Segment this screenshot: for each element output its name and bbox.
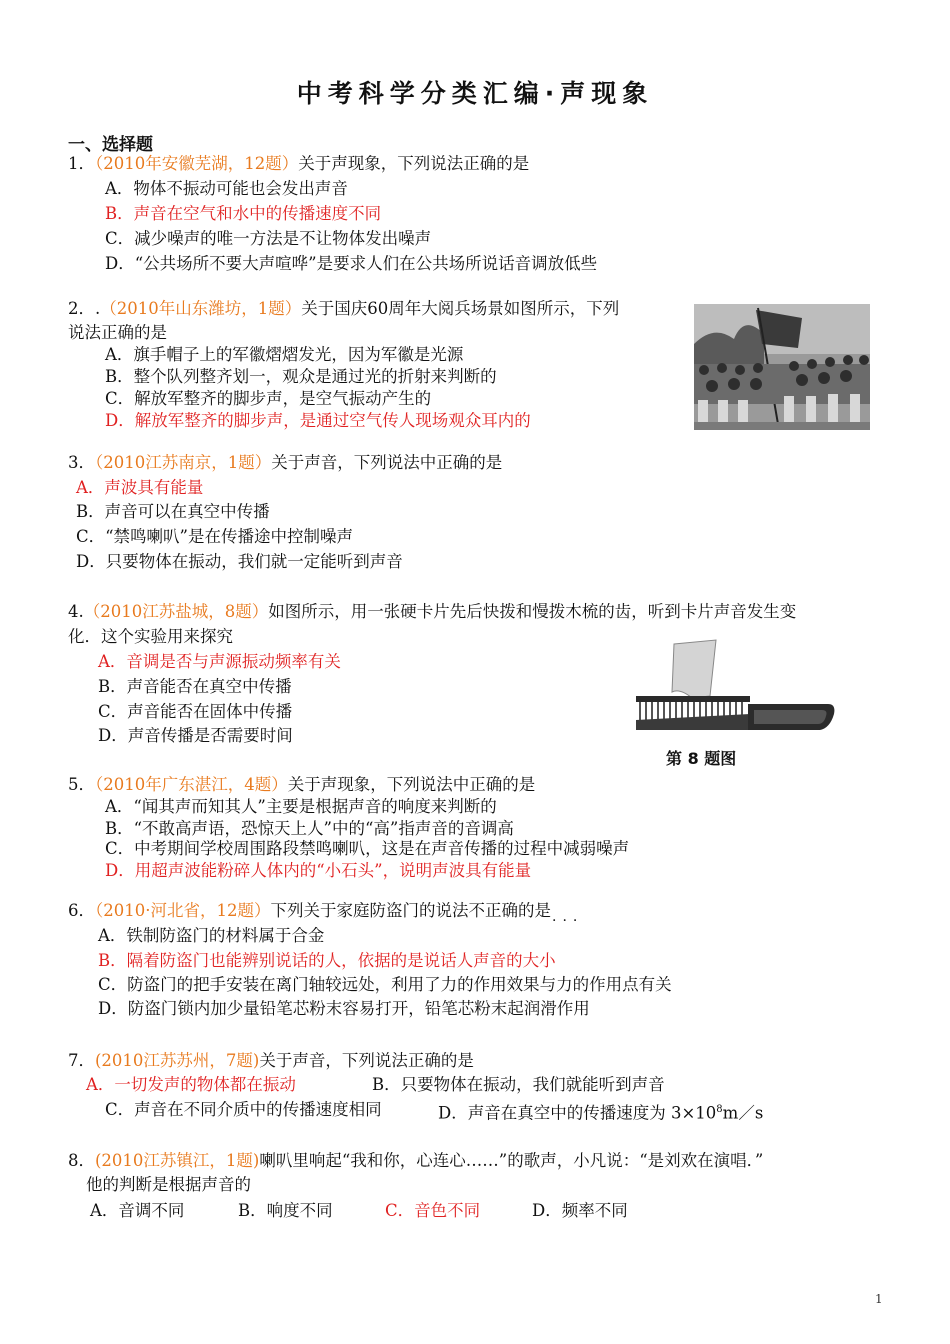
question-4-stem <box>68 601 796 623</box>
q4-num: 4. <box>68 602 84 621</box>
q2-option-c: C．解放军整齐的脚步声，是空气振动产生的 <box>105 389 432 408</box>
q4-option-d: D．声音传播是否需要时间 <box>98 726 293 745</box>
q3-option-d: D．只要物体在振动，我们就一定能听到声音 <box>76 552 403 571</box>
q8-option-c: C．音色不同 <box>385 1201 481 1220</box>
q1-option-d: D．“公共场所不要大声喧哗”是要求人们在公共场所说话音调放低些 <box>105 254 598 273</box>
q8-option-b: B．响度不同 <box>238 1201 333 1220</box>
q2-option-b: B．整个队列整齐划一，观众是通过光的折射来判断的 <box>105 367 497 386</box>
q5-option-d: D．用超声波能粉碎人体内的“小石头”，说明声波具有能量 <box>105 861 532 880</box>
q6-option-a: A．铁制防盗门的材料属于合金 <box>98 926 325 945</box>
question-8-stem <box>68 1150 763 1172</box>
q6-option-d: D．防盗门锁内加少量铅笔芯粉末容易打开，铅笔芯粉末起润滑作用 <box>98 999 590 1018</box>
q7-source: (2010江苏苏州，7题) <box>95 1051 260 1070</box>
question-6-stem <box>68 900 551 922</box>
q1-num: 1． <box>68 154 95 173</box>
q2-text: 关于国庆60周年大阅兵场景如图所示，下列 <box>301 299 620 318</box>
q7-option-d <box>438 1099 763 1125</box>
q7-option-c: C．声音在不同介质中的传播速度相同 <box>105 1100 382 1119</box>
q2-option-a: A．旗手帽子上的军徽熠熠发光，因为军徽是光源 <box>105 345 464 364</box>
q1-text: 关于声现象，下列说法正确的是 <box>298 154 530 173</box>
question-3-stem <box>68 452 502 474</box>
q8-source: (2010江苏镇江，1题) <box>95 1151 260 1170</box>
q1-option-b: B．声音在空气和水中的传播速度不同 <box>105 204 382 223</box>
question-5-stem <box>68 774 535 796</box>
section-heading: 一、选择题 <box>68 135 153 155</box>
q3-num: 3． <box>68 453 95 472</box>
q6-option-b: B．隔着防盗门也能辨别说话的人，依据的是说话人声音的大小 <box>98 951 556 970</box>
q1-option-c: C．减少噪声的唯一方法是不让物体发出噪声 <box>105 229 432 248</box>
q7-d-text: D．声音在真空中的传播速度为 3×10 <box>438 1103 717 1123</box>
page-number: 1 <box>875 1292 883 1306</box>
q4-source: （2010江苏盐城，8题） <box>83 602 269 621</box>
q7-d-unit: m／s <box>722 1103 764 1123</box>
q6-source: （2010·河北省，12题） <box>95 901 271 920</box>
parade-photo <box>694 304 870 430</box>
q1-option-a: A．物体不振动可能也会发出声音 <box>105 179 348 198</box>
q2-option-d: D．解放军整齐的脚步声，是通过空气传人现场观众耳内的 <box>105 411 531 430</box>
q5-option-b: B．“不敢高声语，恐惊天上人”中的“高”指声音的音调高 <box>105 819 514 838</box>
q6-emphasis-dots: ··· <box>552 913 584 929</box>
q3-option-b: B．声音可以在真空中传播 <box>76 502 270 521</box>
comb-card-figure <box>632 638 838 738</box>
q7-num: 7． <box>68 1051 95 1070</box>
q4-option-c: C．声音能否在固体中传播 <box>98 702 293 721</box>
q1-source: （2010年安徽芜湖，12题） <box>95 154 299 173</box>
page-title: 中考科学分类汇编·声现象 <box>296 79 654 108</box>
q5-option-a: A．“闻其声而知其人”主要是根据声音的响度来判断的 <box>105 797 497 816</box>
q7-option-a: A．一切发声的物体都在振动 <box>86 1075 296 1094</box>
q6-text: 下列关于家庭防盗门的说法不正确的是 <box>270 901 551 920</box>
q7-text: 关于声音，下列说法正确的是 <box>259 1051 474 1070</box>
q5-num: 5． <box>68 775 95 794</box>
q3-text: 关于声音，下列说法中正确的是 <box>271 453 503 472</box>
q8-option-a: A．音调不同 <box>90 1201 185 1220</box>
q8-text-cont: 他的判断是根据声音的 <box>86 1175 251 1194</box>
q7-option-b: B．只要物体在振动，我们就能听到声音 <box>372 1075 665 1094</box>
q4-figure-caption: 第 8 题图 <box>666 749 737 768</box>
q3-option-c: C．“禁鸣喇叭”是在传播途中控制噪声 <box>76 527 353 546</box>
q4-option-b: B．声音能否在真空中传播 <box>98 677 292 696</box>
q2-text-cont: 说法正确的是 <box>68 323 167 342</box>
q4-text: 如图所示，用一张硬卡片先后快拨和慢拨木梳的齿，听到卡片声音发生变 <box>268 602 797 621</box>
q3-source: （2010江苏南京，1题） <box>95 453 272 472</box>
q5-text: 关于声现象，下列说法中正确的是 <box>287 775 536 794</box>
q4-text-cont: 化．这个实验用来探究 <box>68 627 233 646</box>
q2-num: 2．. <box>68 299 101 318</box>
q6-option-c: C．防盗门的把手安装在离门轴较远处，利用了力的作用效果与力的作用点有关 <box>98 975 672 994</box>
question-1-stem <box>68 153 529 175</box>
q8-text: 喇叭里响起“我和你，心连心……”的歌声，小凡说：“是刘欢在演唱．” <box>259 1151 764 1170</box>
q7-d-exponent: 8 <box>716 1104 723 1115</box>
q2-source: （2010年山东潍坊，1题） <box>100 299 302 318</box>
q5-option-c: C．中考期间学校周围路段禁鸣喇叭，这是在声音传播的过程中减弱噪声 <box>105 839 630 858</box>
q3-option-a: A．声波具有能量 <box>76 478 204 497</box>
q6-num: 6． <box>68 901 95 920</box>
q8-num: 8． <box>68 1151 95 1170</box>
question-7-stem <box>68 1050 474 1072</box>
q4-option-a: A．音调是否与声源振动频率有关 <box>98 652 341 671</box>
question-2-stem <box>68 298 619 320</box>
q5-source: （2010年广东湛江，4题） <box>95 775 288 794</box>
q8-option-d: D．频率不同 <box>532 1201 628 1220</box>
